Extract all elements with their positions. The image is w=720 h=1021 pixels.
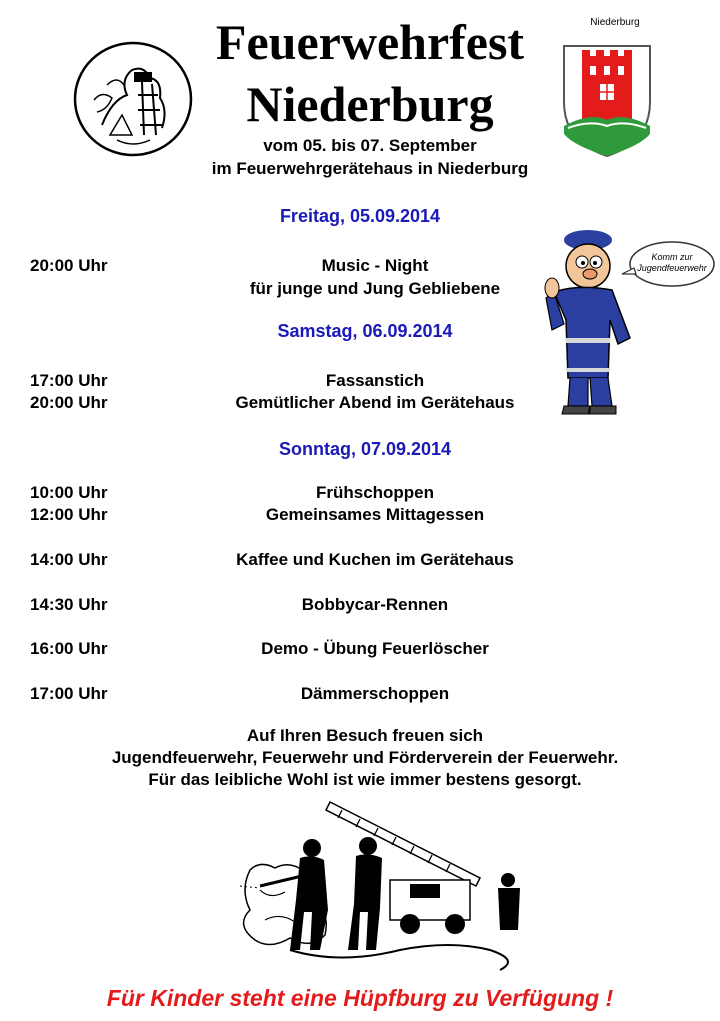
- event-title: Frühschoppen: [315, 483, 435, 502]
- event-subtitle: für junge und Jung Gebliebene: [249, 279, 501, 298]
- event-title: Music - Night: [321, 256, 429, 275]
- event-title: Fassanstich: [325, 371, 425, 390]
- closing-line1: Auf Ihren Besuch freuen sich: [246, 726, 484, 745]
- page-title-line1: Feuerwehrfest: [215, 14, 525, 70]
- footer-note: Für Kinder steht eine Hüpfburg zu Verfügung !: [106, 985, 614, 1011]
- day-heading-saturday: Samstag, 06.09.2014: [277, 321, 453, 341]
- speech-bubble-line2: Jugendfeuerwehr: [637, 263, 707, 273]
- closing-line2: Jugendfeuerwehr, Feuerwehr und Förderverein der Feuerwehr.: [111, 748, 619, 767]
- event-title: Demo - Übung Feuerlöscher: [261, 639, 489, 658]
- day-heading-sunday: Sonntag, 07.09.2014: [278, 439, 452, 459]
- event-title: Dämmerschoppen: [300, 684, 450, 703]
- firefighters-scene-icon: [230, 800, 530, 972]
- date-range: vom 05. bis 07. September: [263, 136, 477, 155]
- event-time: 20:00 Uhr: [30, 256, 108, 275]
- closing-line3: Für das leibliche Wohl ist wie immer bestens gesorgt.: [148, 770, 582, 789]
- event-time: 17:00 Uhr: [30, 684, 108, 703]
- event-time: 20:00 Uhr: [30, 393, 108, 412]
- event-time: 10:00 Uhr: [30, 483, 108, 502]
- event-title: Bobbycar-Rennen: [301, 595, 449, 614]
- event-time: 17:00 Uhr: [30, 371, 108, 390]
- coat-of-arms-label: Niederburg: [590, 17, 640, 28]
- day-heading-friday: Freitag, 05.09.2014: [279, 206, 441, 226]
- event-time: 16:00 Uhr: [30, 639, 108, 658]
- page-title-line2: Niederburg: [246, 76, 494, 132]
- event-title: Gemeinsames Mittagessen: [265, 505, 485, 524]
- event-time: 14:00 Uhr: [30, 550, 108, 569]
- event-time: 12:00 Uhr: [30, 505, 108, 524]
- coat-of-arms-icon: [560, 42, 654, 160]
- event-title: Gemütlicher Abend im Gerätehaus: [235, 393, 515, 412]
- event-title: Kaffee und Kuchen im Gerätehaus: [236, 550, 514, 569]
- speech-bubble-line1: Komm zur: [651, 252, 693, 262]
- location: im Feuerwehrgerätehaus in Niederburg: [211, 159, 529, 178]
- event-time: 14:30 Uhr: [30, 595, 108, 614]
